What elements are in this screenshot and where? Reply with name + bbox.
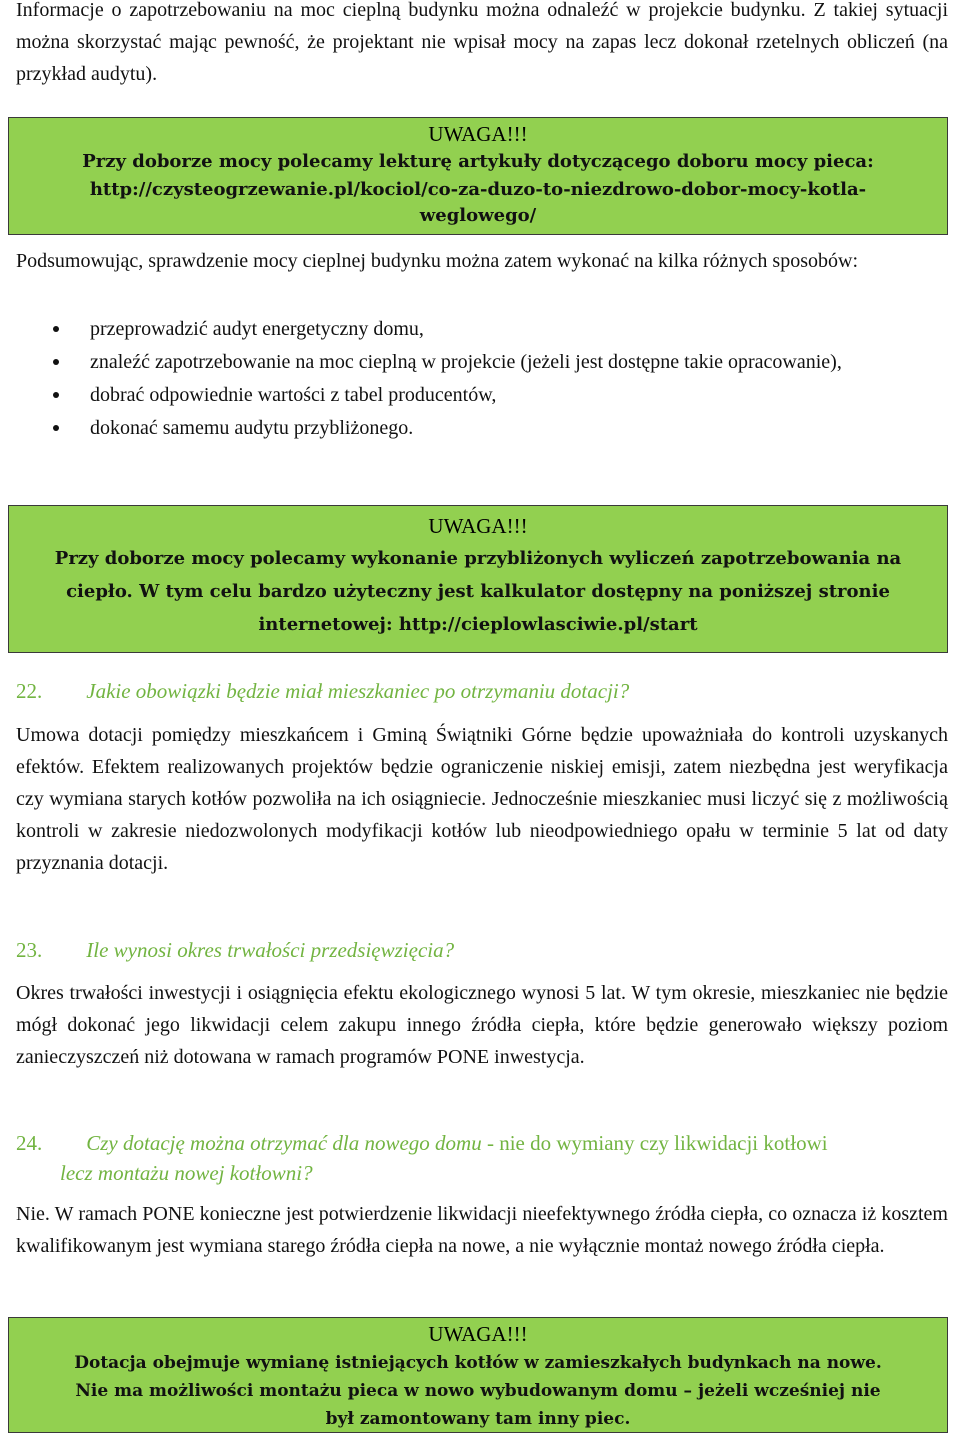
- notice-text-line: Nie ma możliwości montażu pieca w nowo wybudowanym domu – jeżeli wcześniej nie: [75, 1381, 881, 1401]
- intro-paragraph: Informacje o zapotrzebowaniu na moc cieplną budynku można odnaleźć w projekcie budynku. Z takiej sytuacji można skorzystać mając pewność, że projektant nie wpisał mocy na zapas lecz dokonał rzetelnych obliczeń (na przykład audytu).: [16, 0, 948, 85]
- notice-text-line: Przy doborze mocy polecamy wykonanie przybliżonych wyliczeń zapotrzebowania na: [54, 548, 902, 569]
- methods-list: [16, 313, 948, 445]
- notice-heading: UWAGA!!!: [428, 514, 528, 538]
- answer-24: Nie. W ramach PONE konieczne jest potwierdzenie likwidacji nieefektywnego źródła ciepła, co oznacza iż kosztem kwalifikowanym jest wymiana starego źródła ciepła na nowe, a nie wyłącznie montaż nowego źródła ciepła.: [16, 1203, 948, 1257]
- notice-link-line[interactable]: internetowej: http://cieplowlasciwie.pl/start: [258, 614, 698, 635]
- answer-22: Umowa dotacji pomiędzy mieszkańcem i Gminą Świątniki Górne będzie upoważniała do kontroli uzyskanych efektów. Efektem realizowanych projektów będzie ograniczenie niskiej emisji, zatem niezbędna jest weryfikacja czy wymiana starych kotłów pozwoliła na ich osiągniecie. Jednocześnie mieszkaniec musi liczyć się z możliwością kontroli w zakresie niedozwolonych modyfikacji kotłów lub nieodpowiedniego opału w terminie 5 lat od daty przyznania dotacji.: [16, 724, 948, 874]
- list-item: znaleźć zapotrzebowanie na moc cieplną w projekcie (jeżeli jest dostępne takie opracowanie),: [16, 346, 948, 379]
- question-text: lecz montażu nowej kotłowni?: [60, 1161, 313, 1185]
- notice-heading: UWAGA!!!: [428, 122, 528, 146]
- list-item: dobrać odpowiednie wartości z tabel producentów,: [16, 379, 948, 412]
- question-text: Jakie obowiązki będzie miał mieszkaniec po otrzymaniu dotacji?: [86, 679, 630, 703]
- list-item: dokonać samemu audytu przybliżonego.: [16, 412, 948, 445]
- bullet-icon: [53, 425, 59, 431]
- bullet-icon: [53, 359, 59, 365]
- question-text: Czy dotację można otrzymać dla nowego domu: [86, 1131, 482, 1155]
- bullet-icon: [53, 392, 59, 398]
- question-text-upright: - nie do wymiany czy likwidacji kotłowi: [481, 1131, 828, 1155]
- notice-box-3: [8, 1317, 948, 1433]
- list-item: przeprowadzić audyt energetyczny domu,: [16, 313, 948, 346]
- notice-text-line: Przy doborze mocy polecamy lekturę artykuły dotyczącego doboru mocy pieca:: [82, 151, 874, 172]
- question-text: Ile wynosi okres trwałości przedsięwzięcia?: [86, 938, 455, 962]
- question-number: 22.: [16, 679, 43, 703]
- notice-text-line: był zamontowany tam inny piec.: [325, 1409, 631, 1429]
- question-24: [16, 1128, 948, 1188]
- question-number: 24.: [16, 1131, 43, 1155]
- bullet-icon: [53, 326, 59, 332]
- question-23: [16, 936, 948, 964]
- notice-link-line[interactable]: http://czysteogrzewanie.pl/kociol/co-za-duzo-to-niezdrowo-dobor-mocy-kotla-: [89, 179, 867, 200]
- question-number: 23.: [16, 938, 43, 962]
- notice-heading: UWAGA!!!: [428, 1322, 528, 1346]
- notice-text-line: ciepło. W tym celu bardzo użyteczny jest kalkulator dostępny na poniższej stronie: [66, 581, 890, 602]
- notice-box-1: [8, 117, 948, 235]
- notice-box-2: [8, 505, 948, 653]
- notice-text-line: Dotacja obejmuje wymianę istniejących kotłów w zamieszkałych budynkach na nowe.: [74, 1353, 882, 1373]
- answer-23: Okres trwałości inwestycji i osiągnięcia efektu ekologicznego wynosi 5 lat. W tym okresie, mieszkaniec nie będzie mógł dokonać jego likwidacji celem zakupu innego źródła ciepła, które będzie generowało większy poziom zanieczyszczeń niż dotowana w ramach programów PONE inwestycja.: [16, 982, 948, 1068]
- summary-paragraph: Podsumowując, sprawdzenie mocy cieplnej budynku można zatem wykonać na kilka różnych sposobów:: [16, 250, 859, 272]
- notice-link-line[interactable]: weglowego/: [419, 205, 537, 226]
- question-22: [16, 677, 948, 705]
